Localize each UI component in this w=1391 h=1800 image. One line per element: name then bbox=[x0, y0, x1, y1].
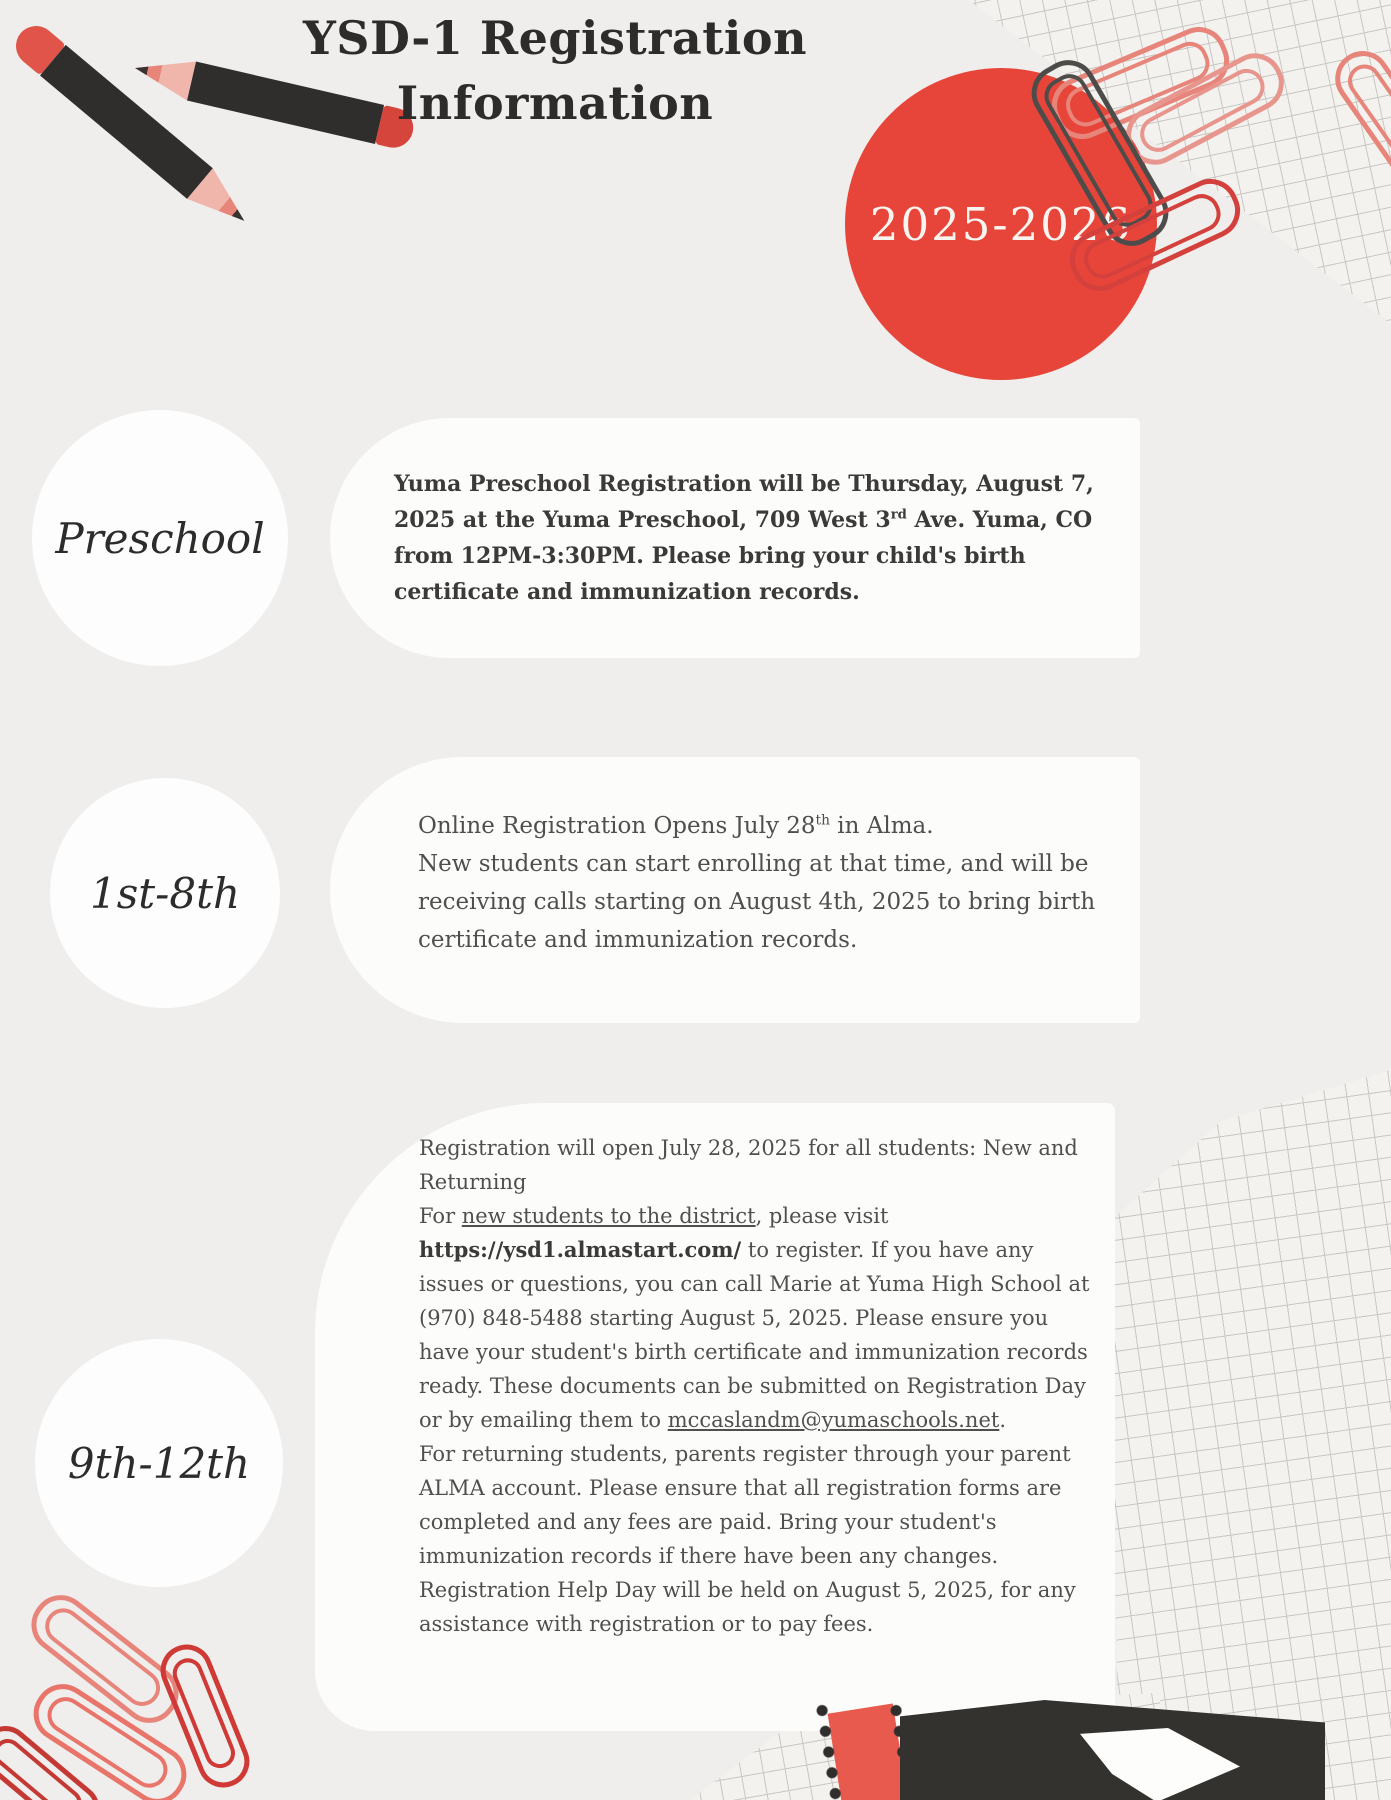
grades-1-8-text: New students can start enrolling at that time, and will be receiving calls starting on August 4th, 2025 to bring birth certificate and immunization records. bbox=[418, 851, 1096, 953]
grades-9-12-help-day: Registration Help Day will be held on August 5, 2025, for any assistance with registration or to pay fees. bbox=[419, 1578, 1076, 1636]
section-label-9th-12th: 9th-12th bbox=[67, 1438, 251, 1488]
school-year-label: 2025-2026 bbox=[869, 197, 1133, 251]
grades-9-12-new-students: For new students to the district, please visit https://ysd1.almastart.com/ to register. If you have any issues or questions, you can call Marie at Yuma High School at (970) 848-5488 starting August 5, 2025. Please ensure you have your student's birth certificate and immunization records ready. These documents can be submitted on Registration Day or by emailing them to mccaslandm@yumaschools.net. bbox=[419, 1204, 1090, 1432]
page-title bbox=[150, 6, 960, 137]
title-line-2: Information bbox=[396, 76, 714, 131]
section-badge-9th-12th bbox=[35, 1339, 283, 1587]
grid-paper-texture bbox=[1108, 1070, 1391, 1800]
grades-9-12-intro: Registration will open July 28, 2025 for all students: New and Returning bbox=[419, 1136, 1078, 1194]
section-card-1st-8th bbox=[330, 757, 1140, 1023]
notebook-icon bbox=[780, 1710, 1300, 1800]
section-label-preschool: Preschool bbox=[55, 513, 265, 563]
section-badge-preschool bbox=[32, 410, 288, 666]
title-line-1: YSD-1 Registration bbox=[302, 11, 808, 65]
section-badge-1st-8th bbox=[50, 778, 280, 1008]
preschool-text: Yuma Preschool Registration will be Thursday, August 7, 2025 at the Yuma Preschool, 709 West 3rd Ave. Yuma, CO from 12PM-3:30PM. Please bring your child's birth certificate and immunization records. bbox=[394, 471, 1094, 605]
section-label-1st-8th: 1st-8th bbox=[90, 868, 240, 918]
grades-1-8-text-line: Online Registration Opens July 28th in Alma. bbox=[418, 812, 934, 839]
section-card-9th-12th bbox=[315, 1103, 1115, 1731]
section-card-preschool bbox=[330, 418, 1140, 658]
grades-9-12-returning-students: For returning students, parents register through your parent ALMA account. Please ensure that all registration forms are completed and any fees are paid. Bring your student's immunization records if there have been any changes. bbox=[419, 1442, 1071, 1568]
